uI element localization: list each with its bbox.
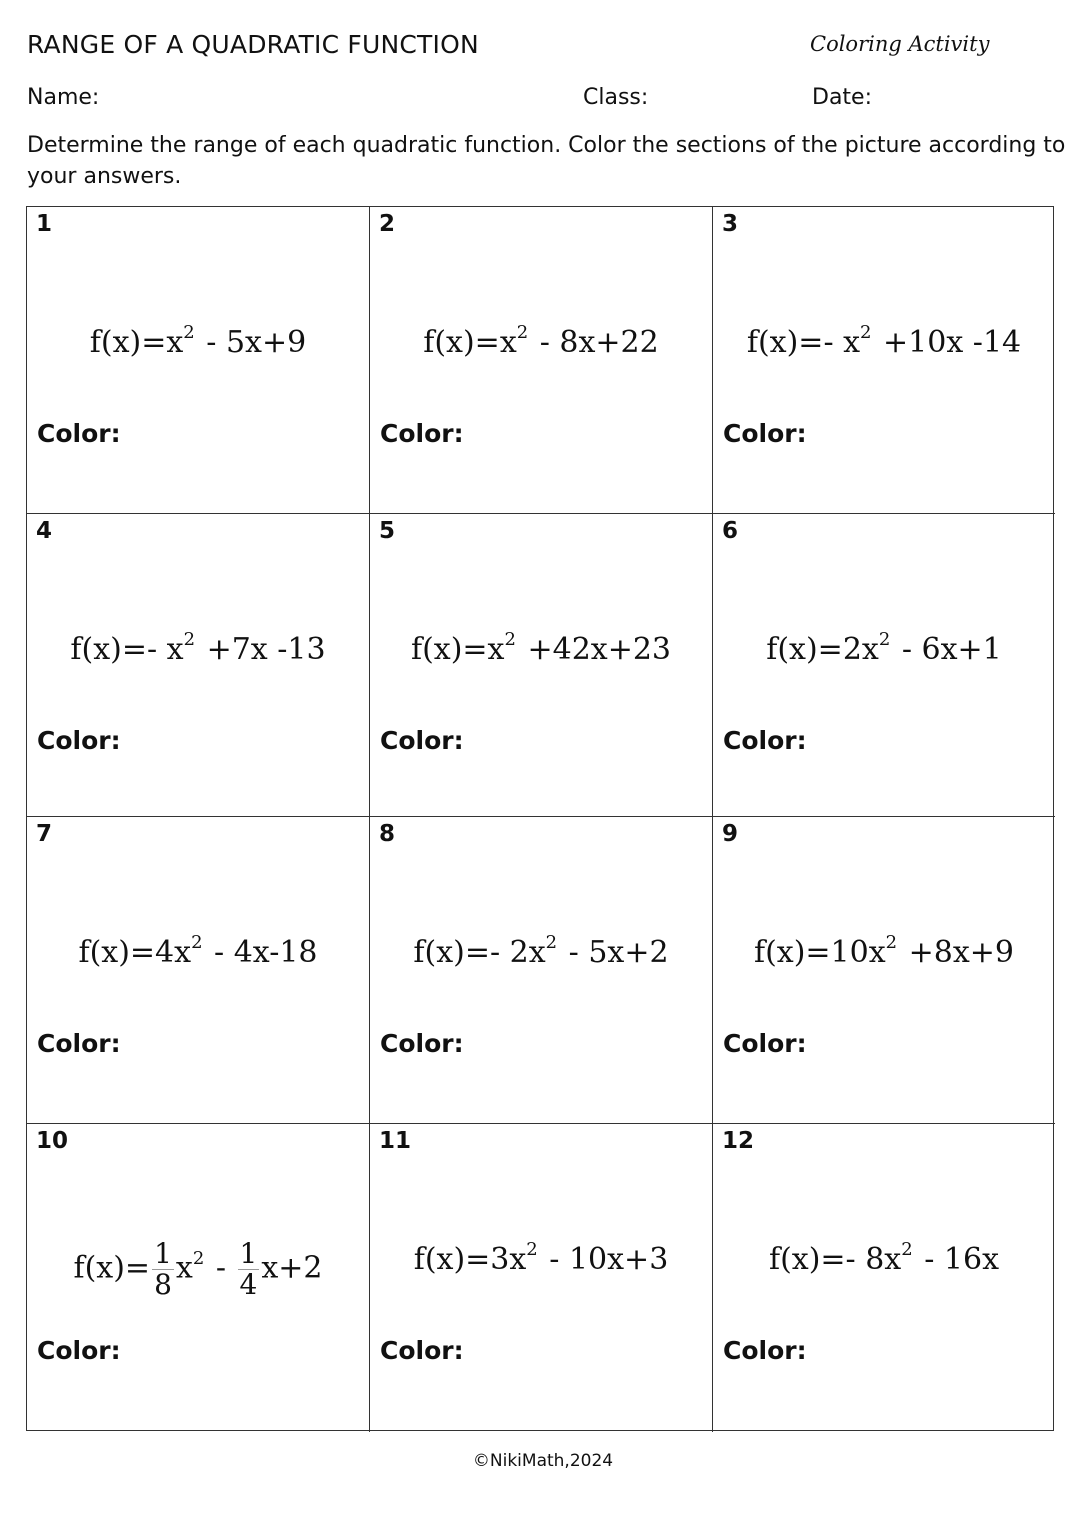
formula-text: f(x)=x [89, 325, 184, 360]
problem-number: 2 [379, 211, 396, 237]
formula-text: +42x+23 [517, 632, 672, 667]
formula-text: +7x -13 [197, 632, 326, 667]
problem-number: 1 [36, 211, 53, 237]
problem-cell [713, 514, 1055, 817]
problem-number: 8 [379, 821, 396, 847]
color-label: Color: [723, 419, 807, 448]
problem-cell [713, 817, 1055, 1124]
problem-number: 9 [722, 821, 739, 847]
formula [27, 932, 369, 970]
formula-text: - [206, 1250, 236, 1286]
formula-exponent: 2 [516, 322, 529, 343]
formula-text: f(x)=4x [78, 935, 192, 970]
formula-text: - 5x+9 [196, 325, 307, 360]
formula-text: +8x+9 [899, 935, 1015, 970]
fraction-denominator: 8 [154, 1268, 172, 1301]
formula-exponent: 2 [183, 322, 195, 343]
formula-fraction [238, 1239, 260, 1300]
formula-text: f(x)=x [423, 325, 517, 360]
class-label: Class: [583, 85, 649, 110]
problem-grid [26, 206, 1054, 1431]
formula [370, 322, 712, 360]
color-label: Color: [723, 1336, 807, 1365]
fraction-numerator: 1 [154, 1237, 172, 1270]
problem-number: 12 [722, 1128, 755, 1154]
formula-text: +10x -14 [873, 325, 1022, 360]
formula-exponent: 2 [860, 322, 872, 343]
problem-number: 10 [36, 1128, 69, 1154]
formula-exponent: 2 [504, 629, 516, 650]
formula [370, 932, 712, 970]
formula-exponent: 2 [192, 1247, 205, 1269]
formula-exponent: 2 [901, 1239, 913, 1260]
date-label: Date: [812, 85, 872, 110]
problem-cell [27, 207, 370, 514]
formula-exponent: 2 [878, 629, 891, 650]
color-label: Color: [37, 726, 121, 755]
formula [370, 629, 712, 667]
problem-cell [370, 514, 713, 817]
fraction-numerator: 1 [239, 1237, 258, 1270]
formula-text: - 10x+3 [539, 1242, 669, 1277]
color-label: Color: [37, 419, 121, 448]
formula [713, 629, 1055, 667]
formula-text: - 16x [914, 1242, 999, 1277]
formula-text: f(x)= [73, 1250, 151, 1286]
formula-text: f(x)=3x [413, 1242, 527, 1277]
color-label: Color: [723, 1029, 807, 1058]
formula-text: - 6x+1 [892, 632, 1002, 667]
formula-text: f(x)=x [410, 632, 505, 667]
formula-text: - 8x+22 [530, 325, 659, 360]
formula-text: x+2 [261, 1250, 323, 1286]
formula-text: f(x)=- 2x [413, 935, 546, 970]
problem-cell [370, 207, 713, 514]
formula [370, 1239, 712, 1277]
formula [27, 629, 369, 667]
formula-exponent: 2 [545, 932, 558, 953]
formula-text: f(x)=2x [766, 632, 879, 667]
formula [713, 932, 1055, 970]
color-label: Color: [37, 1029, 121, 1058]
problem-cell [370, 1124, 713, 1432]
formula-text: f(x)=- 8x [768, 1242, 902, 1277]
formula [27, 1239, 369, 1300]
formula-text: x [175, 1250, 193, 1286]
formula-text: f(x)=- x [746, 325, 861, 360]
problem-cell [27, 817, 370, 1124]
formula-exponent: 2 [526, 1239, 538, 1260]
problem-cell [27, 514, 370, 817]
color-label: Color: [380, 1029, 464, 1058]
formula-exponent: 2 [885, 932, 898, 953]
color-label: Color: [380, 419, 464, 448]
problem-cell [713, 207, 1055, 514]
problem-cell [713, 1124, 1055, 1432]
fraction-denominator: 4 [239, 1268, 258, 1301]
problem-number: 4 [36, 518, 53, 544]
formula-exponent: 2 [183, 629, 196, 650]
problem-number: 7 [36, 821, 53, 847]
formula [713, 1239, 1055, 1277]
instructions: Determine the range of each quadratic function. Color the sections of the picture according to your answers. [27, 133, 1066, 189]
problem-number: 6 [722, 518, 739, 544]
formula-text: f(x)=10x [753, 935, 886, 970]
color-label: Color: [723, 726, 807, 755]
color-label: Color: [380, 1336, 464, 1365]
problem-number: 3 [722, 211, 739, 237]
formula-exponent: 2 [191, 932, 203, 953]
formula [27, 322, 369, 360]
problem-number: 11 [379, 1128, 412, 1154]
formula-text: - 4x-18 [204, 935, 318, 970]
name-label: Name: [27, 85, 100, 110]
worksheet-title: RANGE OF A QUADRATIC FUNCTION [27, 30, 479, 59]
problem-cell [27, 1124, 370, 1432]
problem-cell [370, 817, 713, 1124]
activity-label: Coloring Activity [810, 32, 990, 56]
formula-text: f(x)=- x [70, 632, 184, 667]
formula [713, 322, 1055, 360]
footer-copyright: ©NikiMath,2024 [472, 1451, 614, 1471]
formula-text: - 5x+2 [559, 935, 669, 970]
formula-fraction [152, 1239, 174, 1300]
color-label: Color: [380, 726, 464, 755]
color-label: Color: [37, 1336, 121, 1365]
problem-number: 5 [379, 518, 396, 544]
